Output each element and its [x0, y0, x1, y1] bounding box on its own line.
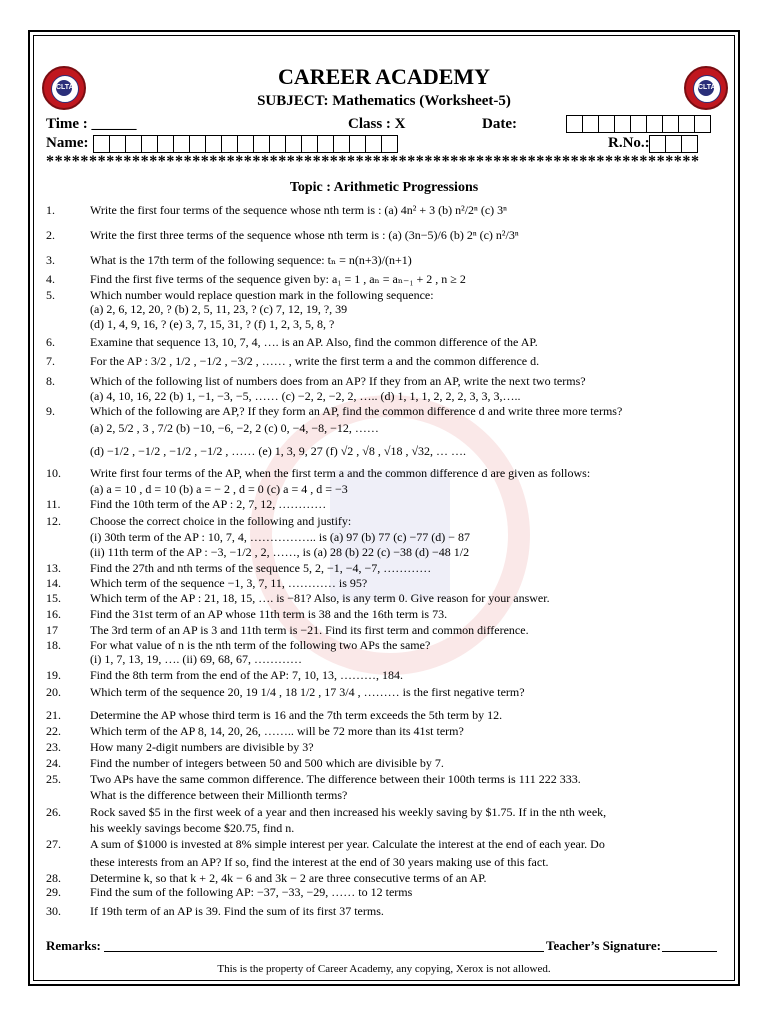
question-text: Examine that sequence 13, 10, 7, 4, …. is an AP. Also, find the common difference of the AP.: [90, 335, 538, 349]
question-number: 13.: [46, 561, 61, 575]
question-number: 17: [46, 623, 58, 637]
date-boxes[interactable]: [567, 115, 711, 133]
question-number: 29.: [46, 885, 61, 899]
question-text: (a) 2, 5/2 , 3 , 7/2 (b) −10, −6, −2, 2 (c) 0, −4, −8, −12, ……: [90, 421, 379, 435]
question-text: Find the sum of the following AP: −37, −33, −29, …… to 12 terms: [90, 885, 413, 899]
question-text: Write the first three terms of the sequence whose nth term is : (a) (3n−5)/6 (b) 2ⁿ (c) n²/3ⁿ: [90, 228, 519, 242]
question-number: 26.: [46, 805, 61, 819]
question-text: (i) 1, 7, 13, 19, …. (ii) 69, 68, 67, …………: [90, 652, 302, 666]
question-text: these interests from an AP? If so, find the interest at the end of 30 years making use of this fact.: [90, 855, 549, 869]
question-text: For the AP : 3/2 , 1/2 , −1/2 , −3/2 , …… , write the first term a and the common difference d.: [90, 354, 540, 368]
question-text: (ii) 11th term of the AP : −3, −1/2 , 2, ……, is (a) 28 (b) 22 (c) −38 (d) −48 1/2: [90, 545, 470, 559]
question-number: 7.: [46, 354, 55, 368]
question-text: The 3rd term of an AP is 3 and 11th term is −21. Find its first term and common difference.: [90, 623, 529, 637]
remarks-label: Remarks:: [46, 938, 101, 953]
question-text: Find the 31st term of an AP whose 11th term is 38 and the 16th term is 73.: [90, 607, 448, 621]
question-text: (d) −1/2 , −1/2 , −1/2 , −1/2 , …… (e) 1, 3, 9, 27 (f) √2 , √8 , √18 , √32, … ….: [90, 444, 467, 458]
question-number: 30.: [46, 904, 61, 918]
question-text: Choose the correct choice in the following and justify:: [90, 514, 352, 528]
question-number: 9.: [46, 404, 55, 418]
question-text: Find the first five terms of the sequence given by: a₁ = 1 , aₙ = aₙ₋₁ + 2 , n ≥ 2: [90, 272, 466, 286]
question-text: Determine k, so that k + 2, 4k − 6 and 3k − 2 are three consecutive terms of an AP.: [90, 871, 487, 885]
subject-line: SUBJECT: Mathematics (Worksheet-5): [257, 93, 511, 109]
question-text: Which term of the sequence −1, 3, 7, 11, ………… is 95?: [90, 576, 368, 590]
question-text: Which term of the AP 8, 14, 20, 26, …….. will be 72 more than its 41st term?: [90, 724, 464, 738]
logo-text: CLTA: [698, 80, 714, 96]
question-number: 19.: [46, 668, 61, 682]
question-number: 27.: [46, 837, 61, 851]
question-number: 12.: [46, 514, 61, 528]
question-text: Write the first four terms of the sequence whose nth term is : (a) 4n² + 3 (b) n²/2ⁿ (c) 3ⁿ: [90, 203, 507, 217]
question-text: Write first four terms of the AP, when the first term a and the common difference d are given as follows:: [90, 466, 591, 480]
question-text: If 19th term of an AP is 39. Find the sum of its first 37 terms.: [90, 904, 384, 918]
question-text: How many 2-digit numbers are divisible by 3?: [90, 740, 314, 754]
question-text: Find the number of integers between 50 and 500 which are divisible by 7.: [90, 756, 444, 770]
time-label: Time : ______: [46, 116, 137, 132]
question-number: 6.: [46, 335, 55, 349]
star-divider: ****************************************************************************: [46, 153, 700, 170]
question-text: Find the 27th and nth terms of the sequence 5, 2, −1, −4, −7, …………: [90, 561, 432, 575]
question-text: (a) 2, 6, 12, 20, ? (b) 2, 5, 11, 23, ? (c) 7, 12, 19, ?, 39: [90, 302, 348, 316]
question-text: Two APs have the same common difference. The difference between their 100th terms is 111 222 333.: [90, 772, 581, 786]
question-text: Which term of the AP : 21, 18, 15, …. is −81? Also, is any term 0. Give reason for your answer.: [90, 591, 550, 605]
remarks-line: [104, 951, 544, 952]
topic-heading: Topic : Arithmetic Progressions: [289, 180, 479, 195]
question-number: 23.: [46, 740, 61, 754]
question-number: 14.: [46, 576, 61, 590]
question-text: What is the 17th term of the following sequence: tₙ = n(n+3)/(n+1): [90, 253, 412, 267]
page-title: CAREER ACADEMY: [277, 64, 491, 89]
question-number: 3.: [46, 253, 55, 267]
question-number: 1.: [46, 203, 55, 217]
logo-text: CLTA: [56, 80, 72, 96]
question-text: Which of the following list of numbers does from an AP? If they from an AP, write the next two terms?: [90, 374, 586, 388]
question-text: his weekly savings become $20.75, find n.: [90, 821, 295, 835]
question-text: Rock saved $5 in the first week of a year and then increased his weekly saving by $1.75. If in the nth week,: [90, 805, 607, 819]
date-label: Date:: [482, 116, 517, 132]
name-boxes[interactable]: [94, 135, 398, 153]
question-number: 25.: [46, 772, 61, 786]
signature-line: [662, 951, 717, 952]
question-text: Find the 10th term of the AP : 2, 7, 12, …………: [90, 497, 327, 511]
footer-notice: This is the property of Career Academy, any copying, Xerox is not allowed.: [217, 963, 551, 975]
question-number: 5.: [46, 288, 55, 302]
question-number: 18.: [46, 638, 61, 652]
class-label: Class : X: [348, 116, 406, 132]
question-text: (i) 30th term of the AP : 10, 7, 4, …………….. is (a) 97 (b) 77 (c) −77 (d) − 87: [90, 530, 471, 544]
question-text: (a) a = 10 , d = 10 (b) a = − 2 , d = 0 (c) a = 4 , d = −3: [90, 482, 348, 496]
roll-number-boxes[interactable]: [650, 135, 698, 153]
question-number: 16.: [46, 607, 61, 621]
question-text: A sum of $1000 is invested at 8% simple interest per year. Calculate the interest at the end of each year. Do: [90, 837, 605, 851]
question-number: 28.: [46, 871, 61, 885]
question-text: Find the 8th term from the end of the AP: 7, 10, 13, ………, 184.: [90, 668, 403, 682]
name-label: Name:: [46, 135, 89, 151]
question-number: 24.: [46, 756, 61, 770]
question-number: 10.: [46, 466, 61, 480]
question-text: Determine the AP whose third term is 16 and the 7th term exceeds the 5th term by 12.: [90, 708, 503, 722]
question-number: 22.: [46, 724, 61, 738]
question-text: What is the difference between their Millionth terms?: [90, 788, 348, 802]
question-text: Which number would replace question mark in the following sequence:: [90, 288, 434, 302]
question-number: 8.: [46, 374, 55, 388]
question-text: Which of the following are AP,? If they form an AP, find the common difference d and write three more terms?: [90, 404, 623, 418]
question-number: 21.: [46, 708, 61, 722]
question-number: 20.: [46, 685, 61, 699]
teacher-signature-label: Teacher’s Signature:: [546, 938, 661, 953]
question-text: Which term of the sequence 20, 19 1/4 , 18 1/2 , 17 3/4 , ……… is the first negative term?: [90, 685, 525, 699]
question-number: 15.: [46, 591, 61, 605]
question-number: 2.: [46, 228, 55, 242]
question-number: 4.: [46, 272, 55, 286]
question-text: (a) 4, 10, 16, 22 (b) 1, −1, −3, −5, …… (c) −2, 2, −2, 2, ….. (d) 1, 1, 1, 2, 2, 2, 3, 3, 3,…..: [90, 389, 521, 403]
question-text: (d) 1, 4, 9, 16, ? (e) 3, 7, 15, 31, ? (f) 1, 2, 3, 5, 8, ?: [90, 317, 335, 331]
roll-number-label: R.No.:: [608, 135, 650, 151]
question-number: 11.: [46, 497, 61, 511]
question-text: For what value of n is the nth term of the following two APs the same?: [90, 638, 431, 652]
